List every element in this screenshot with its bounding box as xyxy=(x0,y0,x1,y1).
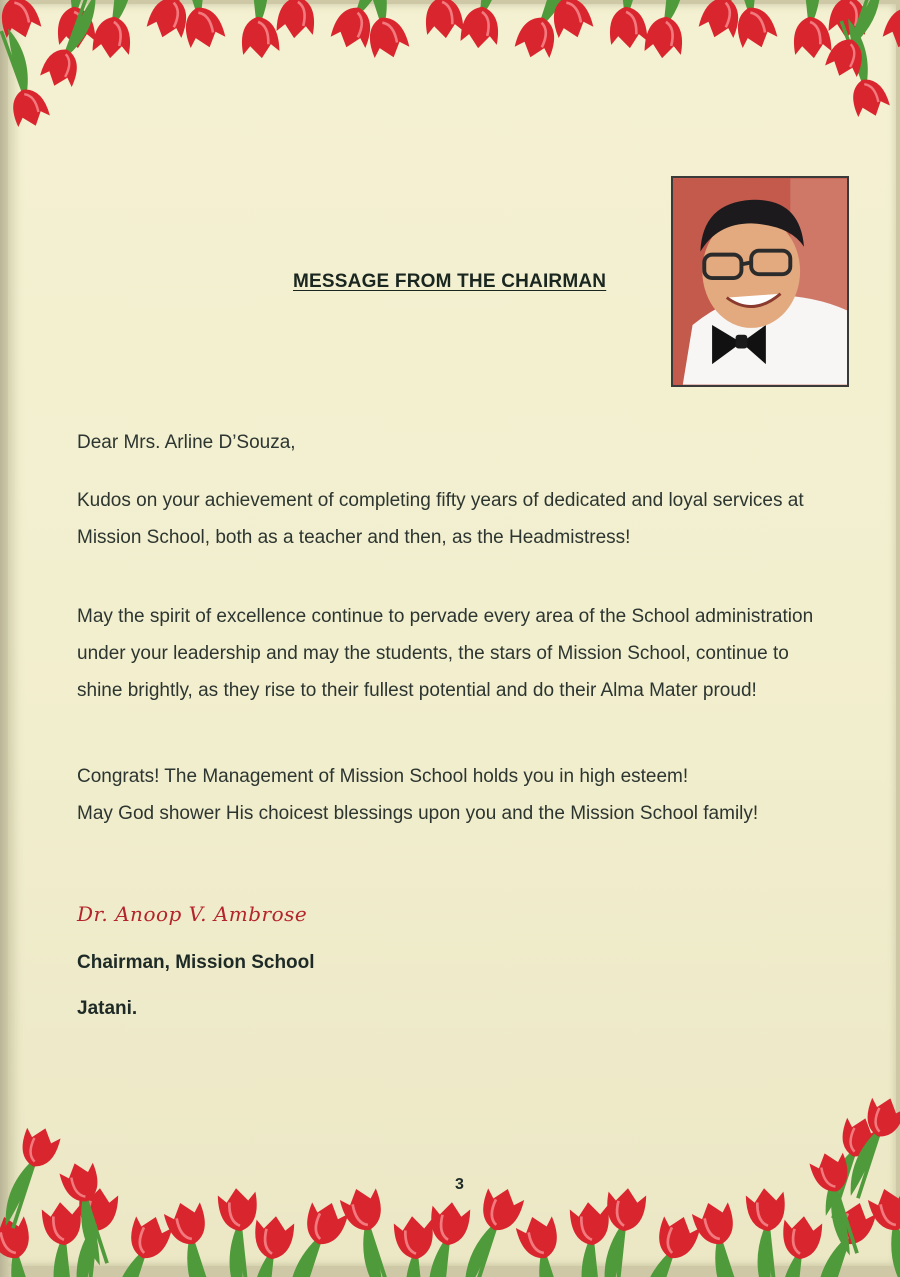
signatory-place: Jatani. xyxy=(77,998,138,1019)
portrait-image xyxy=(673,178,847,385)
message-paragraph-2 xyxy=(77,598,857,709)
tulip-icon xyxy=(276,0,324,40)
paragraph-line: under your leadership and may the students, the stars of Mission School, continue to xyxy=(77,643,789,664)
tulip-icon xyxy=(784,0,832,60)
tulip-icon xyxy=(866,1183,900,1277)
paragraph-line: shine brightly, as they rise to their fullest potential and do their Alma Mater proud! xyxy=(77,680,757,701)
paragraph-line: Kudos on your achievement of completing fifty years of dedicated and loyal services at xyxy=(77,490,804,511)
tulip-icon xyxy=(460,0,508,50)
tulip-icon xyxy=(600,0,648,50)
tulip-border-top xyxy=(0,0,900,170)
signatory-title: Chairman, Mission School xyxy=(77,952,315,973)
page-number: 3 xyxy=(455,1176,464,1193)
paragraph-line: Congrats! The Management of Mission School holds you in high esteem! xyxy=(77,766,689,787)
tulip-icon xyxy=(416,0,464,40)
tulip-icon xyxy=(644,0,692,60)
tulip-icon xyxy=(0,25,52,131)
tulip-icon xyxy=(103,1211,175,1277)
tulip-icon xyxy=(631,1211,703,1277)
page-title: MESSAGE FROM THE CHAIRMAN xyxy=(293,271,607,292)
tulip-icon xyxy=(232,0,280,60)
chairman-photo xyxy=(671,176,849,387)
handwritten-signature: Dr. Anoop V. Ambrose xyxy=(77,902,308,926)
salutation: Dear Mrs. Arline D’Souza, xyxy=(77,432,296,453)
tulip-icon xyxy=(0,0,43,43)
tulip-border-bottom xyxy=(0,1085,900,1277)
message-paragraph-3 xyxy=(77,758,857,832)
tulip-icon xyxy=(881,0,900,53)
message-paragraph-1 xyxy=(77,482,857,556)
tulip-icon xyxy=(245,1214,295,1277)
tulip-icon xyxy=(92,0,140,60)
paragraph-line: May God shower His choicest blessings upon you and the Mission School family! xyxy=(77,803,759,824)
tulip-icon xyxy=(773,1214,823,1277)
paragraph-line: Mission School, both as a teacher and then, as the Headmistress! xyxy=(77,527,631,548)
paragraph-line: May the spirit of excellence continue to pervade every area of the School administration xyxy=(77,606,814,627)
